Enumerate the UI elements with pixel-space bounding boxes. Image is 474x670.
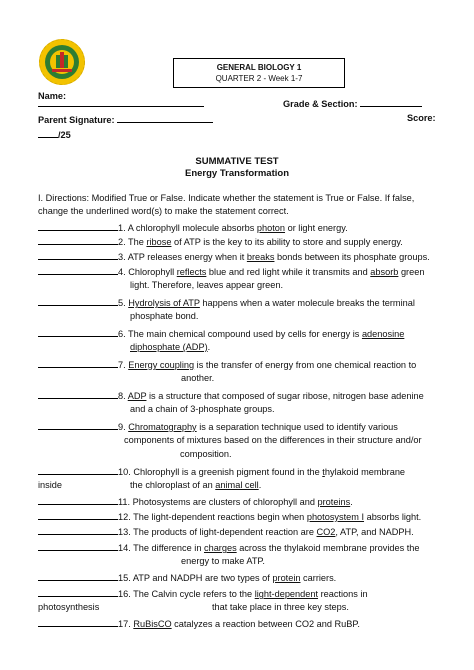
answer-blank-13[interactable] <box>38 525 118 535</box>
question-11: 11. Photosystems are clusters of chlorophyll and proteins. <box>38 495 353 508</box>
question-3: 3. ATP releases energy when it breaks bonds between its phosphate groups. <box>38 250 430 263</box>
answer-blank-11[interactable] <box>38 495 118 505</box>
answer-blank-4[interactable] <box>38 265 118 275</box>
grade-section-label: Grade & Section: <box>283 99 358 109</box>
answer-blank-17[interactable] <box>38 617 118 627</box>
answer-blank-3[interactable] <box>38 250 118 260</box>
question-10-cont: the chloroplast of an animal cell. <box>130 480 262 490</box>
topic-title: Energy Transformation <box>185 168 289 179</box>
question-1: 1. A chlorophyll molecule absorbs photon or light energy. <box>38 221 348 234</box>
header-box <box>173 58 345 88</box>
answer-blank-14[interactable] <box>38 541 118 551</box>
score-field[interactable] <box>38 128 71 140</box>
question-15: 15. ATP and NADPH are two types of protein carriers. <box>38 571 336 584</box>
answer-blank-16[interactable] <box>38 587 118 597</box>
subject-title: GENERAL BIOLOGY 1 <box>216 63 302 72</box>
question-9: 9. Chromatography is a separation technique used to identify various <box>38 420 398 433</box>
score-total: /25 <box>58 130 71 140</box>
question-5: 5. Hydrolysis of ATP happens when a water molecule breaks the terminal <box>38 296 415 309</box>
school-seal-logo <box>38 38 86 86</box>
answer-blank-15[interactable] <box>38 571 118 581</box>
directions-line-2: change the underlined word(s) to make the statement correct. <box>38 206 289 216</box>
parent-signature-field[interactable] <box>38 113 213 125</box>
question-4: 4. Chlorophyll reflects blue and red light while it transmits and absorb green <box>38 265 424 278</box>
question-12: 12. The light-dependent reactions begin when photosystem I absorbs light. <box>38 510 421 523</box>
answer-blank-9[interactable] <box>38 420 118 430</box>
answer-blank-1[interactable] <box>38 221 118 231</box>
answer-blank-12[interactable] <box>38 510 118 520</box>
answer-blank-7[interactable] <box>38 358 118 368</box>
question-16-cont: that take place in three key steps. <box>212 602 349 612</box>
name-field[interactable] <box>38 106 204 107</box>
question-7-cont: another. <box>181 373 215 383</box>
question-16: 16. The Calvin cycle refers to the light-dependent reactions in <box>38 587 368 600</box>
question-14: 14. The difference in charges across the thylakoid membrane provides the <box>38 541 420 554</box>
question-14-cont: energy to make ATP. <box>181 556 265 566</box>
question-16-pre: photosynthesis <box>38 602 100 612</box>
answer-blank-8[interactable] <box>38 389 118 399</box>
question-2: 2. The ribose of ATP is the key to its ability to store and supply energy. <box>38 235 403 248</box>
answer-blank-6[interactable] <box>38 327 118 337</box>
question-8-cont: and a chain of 3-phosphate groups. <box>130 404 275 414</box>
score-label: Score: <box>407 113 436 123</box>
answer-blank-2[interactable] <box>38 235 118 245</box>
question-4-cont: light. Therefore, leaves appear green. <box>130 280 284 290</box>
test-title: SUMMATIVE TEST <box>195 156 279 167</box>
question-9-cont-1: components of mixtures based on the differences in their structure and/or <box>124 435 422 445</box>
question-9-cont-2: composition. <box>180 449 232 459</box>
answer-blank-10[interactable] <box>38 465 118 475</box>
question-5-cont: phosphate bond. <box>130 311 199 321</box>
parent-signature-label: Parent Signature: <box>38 115 115 125</box>
question-10-pre: inside <box>38 480 63 490</box>
question-7: 7. Energy coupling is the transfer of energy from one chemical reaction to <box>38 358 416 371</box>
question-17: 17. RuBisCO catalyzes a reaction between CO2 and RuBP. <box>38 617 360 630</box>
answer-blank-5[interactable] <box>38 296 118 306</box>
question-6: 6. The main chemical compound used by cells for energy is adenosine <box>38 327 404 340</box>
question-10: 10. Chlorophyll is a greenish pigment found in the thylakoid membrane <box>38 465 405 478</box>
grade-section-field[interactable] <box>283 97 422 109</box>
question-8: 8. ADP is a structure that composed of sugar ribose, nitrogen base adenine <box>38 389 424 402</box>
directions-line-1: I. Directions: Modified True or False. Indicate whether the statement is True or False. If false, <box>38 193 415 203</box>
quarter-label: QUARTER 2 - Week 1-7 <box>215 74 303 83</box>
name-label: Name: <box>38 91 67 101</box>
question-13: 13. The products of light-dependent reaction are CO2, ATP, and NADPH. <box>38 525 414 538</box>
question-6-cont: diphosphate (ADP). <box>130 342 211 352</box>
